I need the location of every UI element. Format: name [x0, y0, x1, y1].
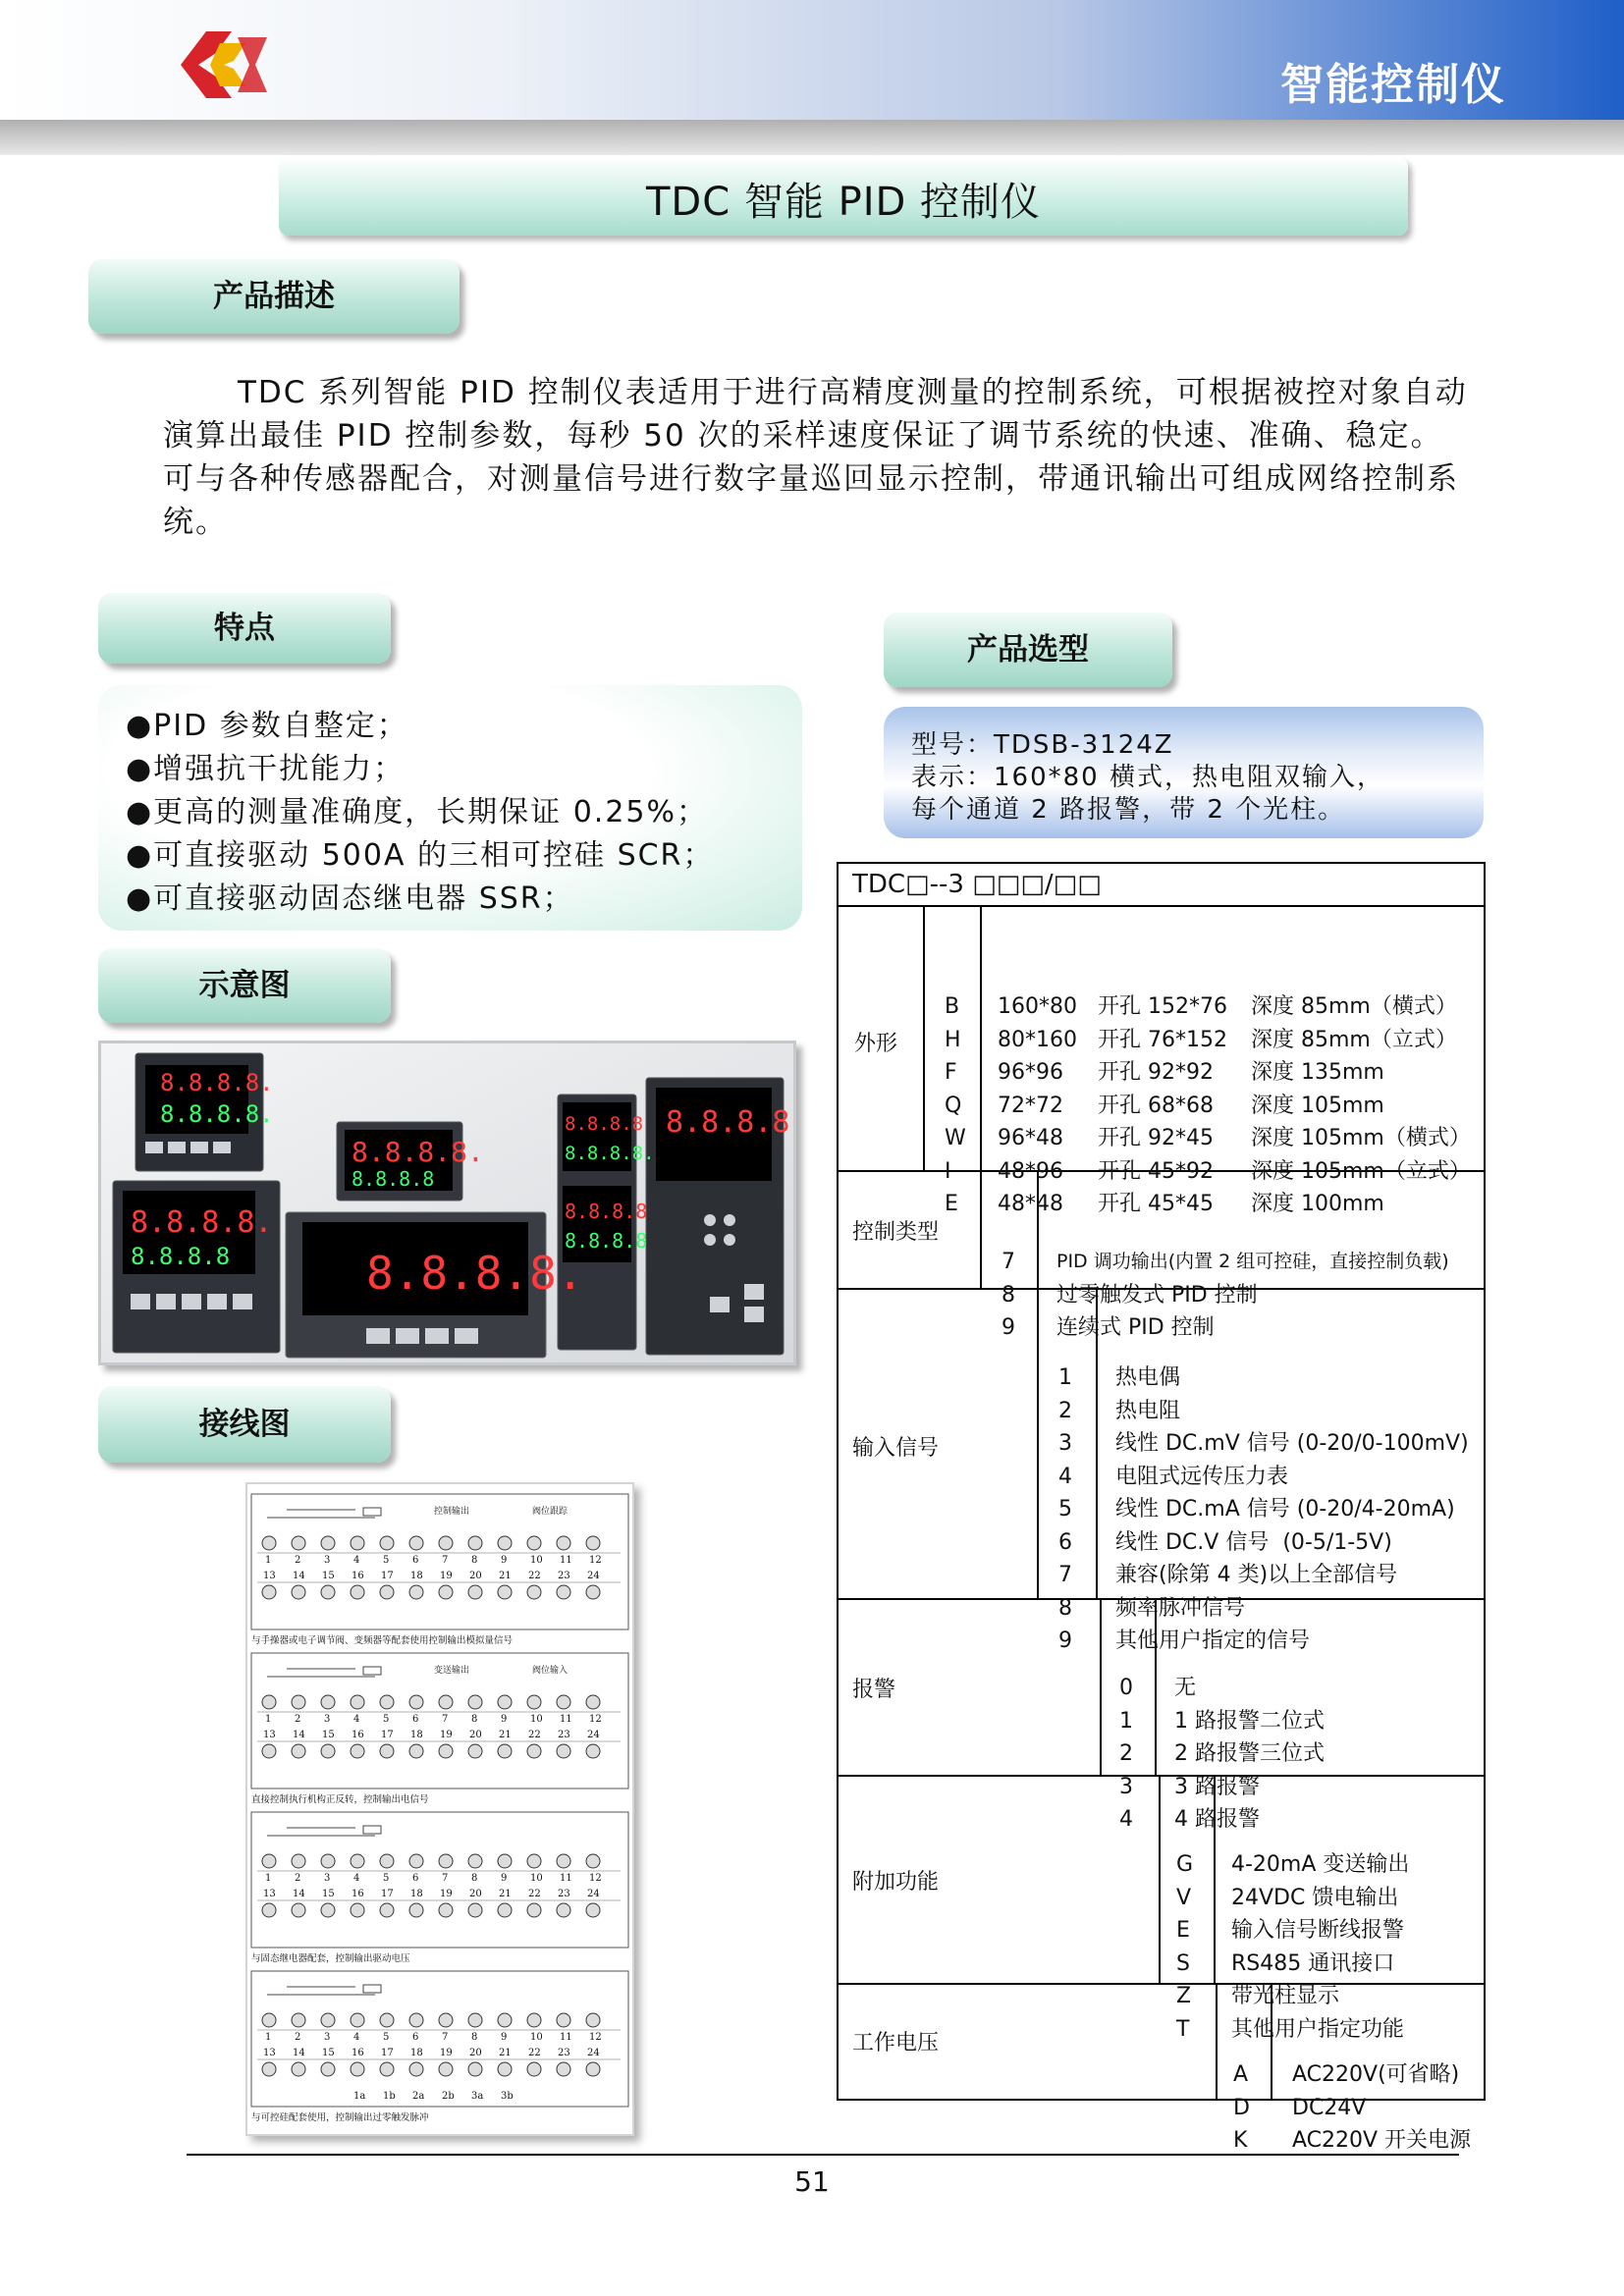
terminal-number: 4 — [353, 1714, 360, 1725]
feature-item: ●增强抗干扰能力； — [126, 752, 406, 786]
terminal-number: 13 — [263, 1571, 276, 1581]
terminal-number: 14 — [293, 2048, 305, 2058]
terminal-screw-icon — [292, 2013, 305, 2027]
terminal-number: 7 — [442, 1873, 449, 1884]
terminal-number: 8 — [471, 1873, 478, 1884]
terminal-screw-icon — [409, 2013, 423, 2027]
terminal-screw-icon — [527, 2013, 541, 2027]
terminal-number: 3 — [324, 2032, 331, 2043]
terminal-screw-icon — [380, 1695, 394, 1709]
terminal-screw-icon — [498, 1744, 512, 1758]
terminal-screw-icon — [380, 1744, 394, 1758]
terminal-number: 20 — [469, 1730, 482, 1740]
terminal-screw-icon — [409, 1695, 423, 1709]
product-photo — [98, 1041, 796, 1365]
terminal-screw-icon — [351, 1854, 364, 1868]
terminal-number: 3 — [324, 1873, 331, 1884]
terminal-number: 13 — [263, 1889, 276, 1899]
wiring-caption: 与手操器或电子调节阀、变频器等配套使用控制输出模拟量信号 — [251, 1635, 514, 1646]
display-digits: 8.8.8.8. — [160, 1100, 274, 1128]
terminal-screw-icon — [557, 2062, 570, 2076]
terminal-screw-icon — [468, 1854, 482, 1868]
terminal-screw-icon — [321, 1695, 335, 1709]
voltage-label: 工作电压 — [852, 2031, 940, 2056]
display-digits: 8.8.8.8 — [565, 1113, 644, 1135]
wiring-block-label: 变送输出 — [434, 1666, 470, 1676]
terminal-screw-icon — [292, 2062, 305, 2076]
terminal-screw-icon — [351, 1585, 364, 1599]
terminal-number: 18 — [410, 1889, 423, 1899]
terminal-number: 14 — [293, 1571, 305, 1581]
terminal-number: 9 — [501, 2032, 508, 2043]
terminal-screw-icon — [351, 2013, 364, 2027]
terminal-screw-icon — [409, 1854, 423, 1868]
terminal-number: 5 — [383, 1555, 390, 1566]
terminal-number: 10 — [530, 2032, 543, 2043]
terminal-screw-icon — [586, 1585, 600, 1599]
wiring-block-label: 阀位输入 — [532, 1666, 568, 1676]
wiring-line — [267, 1828, 375, 1836]
terminal-screw-icon — [557, 1695, 570, 1709]
terminal-number: 11 — [560, 1555, 572, 1566]
wiring-block-label: 控制输出 — [434, 1507, 470, 1517]
terminal-number: 18 — [410, 1730, 423, 1740]
display-digits: 8.8.8.8. — [366, 1247, 584, 1300]
company-logo-icon — [177, 27, 271, 102]
wiring-output-label: 3a — [471, 2091, 484, 2102]
terminal-number: 2 — [295, 1873, 301, 1884]
terminal-number: 21 — [499, 1571, 512, 1581]
terminal-screw-icon — [527, 1585, 541, 1599]
terminal-number: 21 — [499, 1730, 512, 1740]
alarm-label: 报警 — [852, 1678, 896, 1702]
terminal-number: 15 — [322, 2048, 335, 2058]
terminal-number: 24 — [587, 2048, 600, 2058]
terminal-number: 8 — [471, 1714, 478, 1725]
terminal-screw-icon — [468, 2013, 482, 2027]
terminal-number: 8 — [471, 1555, 478, 1566]
terminal-number: 15 — [322, 1889, 335, 1899]
terminal-number: 9 — [501, 1714, 508, 1725]
display-digits: 8.8.8.8 — [666, 1105, 790, 1140]
terminal-number: 12 — [589, 2032, 602, 2043]
terminal-screw-icon — [409, 1585, 423, 1599]
terminal-screw-icon — [439, 1585, 453, 1599]
terminal-screw-icon — [321, 2013, 335, 2027]
wiring-line — [267, 1987, 375, 1995]
terminal-number: 18 — [410, 1571, 423, 1581]
terminal-screw-icon — [439, 1744, 453, 1758]
terminal-screw-icon — [380, 1585, 394, 1599]
fuse-icon — [363, 1826, 381, 1834]
terminal-screw-icon — [262, 2013, 276, 2027]
terminal-screw-icon — [468, 1903, 482, 1917]
alarm-items: 无 1 路报警二位式 2 路报警三位式 3 路报警 4 路报警 — [1174, 1676, 1325, 1832]
header-band — [0, 120, 1624, 155]
terminal-number: 14 — [293, 1889, 305, 1899]
terminal-number: 4 — [353, 1873, 360, 1884]
terminal-number: 20 — [469, 2048, 482, 2058]
terminal-screw-icon — [468, 1744, 482, 1758]
page-number: 51 — [794, 2165, 830, 2198]
feature-item: ●可直接驱动固态继电器 SSR； — [126, 881, 574, 916]
terminal-number: 7 — [442, 2032, 449, 2043]
terminal-screw-icon — [409, 1536, 423, 1550]
terminal-screw-icon — [557, 1744, 570, 1758]
terminal-screw-icon — [557, 1536, 570, 1550]
shape-depths: 深度 85mm（横式） 深度 85mm（立式） 深度 135mm 深度 105mm 深度 105mm（横式） 深度 105mm（立式） 深度 100mm — [1251, 994, 1471, 1216]
terminal-screw-icon — [498, 1585, 512, 1599]
terminal-screw-icon — [498, 1536, 512, 1550]
terminal-screw-icon — [498, 2062, 512, 2076]
control-codes: 7 8 9 — [1001, 1250, 1015, 1340]
fuse-icon — [363, 1667, 381, 1675]
terminal-screw-icon — [380, 1903, 394, 1917]
terminal-number: 12 — [589, 1555, 602, 1566]
terminal-number: 11 — [560, 2032, 572, 2043]
wiring-output-label: 2b — [442, 2091, 455, 2102]
main-title-bar — [279, 157, 1408, 236]
terminal-number: 3 — [324, 1555, 331, 1566]
terminal-screw-icon — [380, 2062, 394, 2076]
terminal-screw-icon — [351, 1744, 364, 1758]
terminal-screw-icon — [262, 1744, 276, 1758]
terminal-screw-icon — [439, 1695, 453, 1709]
terminal-number: 2 — [295, 1714, 301, 1725]
terminal-screw-icon — [321, 1854, 335, 1868]
terminal-number: 1 — [265, 1873, 272, 1884]
selection-meaning-line1: 表示：160*80 横式，热电阻双输入， — [911, 763, 1384, 792]
input-codes: 1 2 3 4 5 6 7 8 9 — [1058, 1365, 1072, 1653]
terminal-screw-icon — [527, 1536, 541, 1550]
section-description-label: 产品描述 — [88, 259, 460, 334]
section-wiring-label: 接线图 — [98, 1386, 391, 1463]
terminal-number: 14 — [293, 1730, 305, 1740]
display-digits: 8.8.8.8. — [565, 1143, 655, 1164]
alarm-codes: 0 1 2 3 4 — [1119, 1676, 1133, 1832]
terminal-number: 10 — [530, 1714, 543, 1725]
terminal-screw-icon — [409, 1744, 423, 1758]
terminal-screw-icon — [557, 1585, 570, 1599]
terminal-number: 13 — [263, 1730, 276, 1740]
terminal-number: 16 — [352, 2048, 364, 2058]
terminal-screw-icon — [586, 1536, 600, 1550]
wiring-diagram — [245, 1482, 634, 2136]
terminal-number: 17 — [381, 1730, 394, 1740]
terminal-screw-icon — [557, 1854, 570, 1868]
terminal-screw-icon — [321, 2062, 335, 2076]
display-digits: 8.8.8.8 — [131, 1243, 231, 1270]
shape-codes: B H F Q W I E — [945, 994, 966, 1216]
terminal-screw-icon — [527, 1695, 541, 1709]
terminal-number: 22 — [528, 1730, 541, 1740]
display-digits: 8.8.8.8 — [352, 1167, 435, 1191]
wiring-output-label: 2a — [412, 2091, 425, 2102]
terminal-number: 1 — [265, 1714, 272, 1725]
section-selection-label: 产品选型 — [884, 613, 1172, 687]
terminal-screw-icon — [262, 1854, 276, 1868]
terminal-screw-icon — [321, 1585, 335, 1599]
terminal-screw-icon — [439, 1854, 453, 1868]
terminal-number: 22 — [528, 1889, 541, 1899]
wiring-caption: 与可控硅配套使用，控制输出过零触发脉冲 — [251, 2112, 429, 2123]
terminal-screw-icon — [262, 2062, 276, 2076]
terminal-number: 20 — [469, 1571, 482, 1581]
terminal-number: 23 — [558, 2048, 570, 2058]
terminal-number: 17 — [381, 1571, 394, 1581]
terminal-screw-icon — [586, 1695, 600, 1709]
terminal-screw-icon — [527, 1903, 541, 1917]
terminal-screw-icon — [262, 1536, 276, 1550]
terminal-number: 12 — [589, 1714, 602, 1725]
terminal-screw-icon — [439, 1903, 453, 1917]
terminal-screw-icon — [292, 1585, 305, 1599]
terminal-screw-icon — [468, 1695, 482, 1709]
terminal-screw-icon — [527, 1744, 541, 1758]
terminal-number: 11 — [560, 1714, 572, 1725]
display-digits: 8.8.8.8 — [565, 1200, 648, 1223]
terminal-screw-icon — [321, 1536, 335, 1550]
terminal-screw-icon — [527, 2062, 541, 2076]
terminal-number: 1 — [265, 2032, 272, 2043]
terminal-screw-icon — [262, 1585, 276, 1599]
shape-sizes: 160*80 80*160 96*96 72*72 96*48 48*96 48*48 — [998, 994, 1077, 1216]
terminal-number: 17 — [381, 1889, 394, 1899]
wiring-output-label: 1a — [353, 2091, 366, 2102]
display-digits: 8.8.8.8. — [160, 1069, 274, 1096]
terminal-number: 19 — [440, 1730, 453, 1740]
terminal-screw-icon — [527, 1854, 541, 1868]
input-label: 输入信号 — [852, 1436, 940, 1461]
terminal-screw-icon — [586, 2013, 600, 2027]
terminal-screw-icon — [409, 2062, 423, 2076]
display-digits: 8.8.8.8. — [352, 1136, 484, 1168]
terminal-number: 6 — [412, 1714, 419, 1725]
features-list — [126, 705, 714, 921]
terminal-screw-icon — [498, 1854, 512, 1868]
terminal-screw-icon — [557, 2013, 570, 2027]
terminal-screw-icon — [321, 1744, 335, 1758]
terminal-number: 2 — [295, 1555, 301, 1566]
terminal-screw-icon — [409, 1903, 423, 1917]
terminal-number: 12 — [589, 1873, 602, 1884]
extra-items: 4-20mA 变送输出 24VDC 馈电输出 输入信号断线报警 RS485 通讯接口 带光柱显示 其他用户指定功能 — [1231, 1852, 1410, 2042]
terminal-screw-icon — [586, 1903, 600, 1917]
terminal-number: 23 — [558, 1889, 570, 1899]
terminal-number: 15 — [322, 1730, 335, 1740]
terminal-number: 16 — [352, 1889, 364, 1899]
terminal-screw-icon — [498, 1695, 512, 1709]
extra-function-label: 附加功能 — [852, 1870, 940, 1895]
terminal-number: 2 — [295, 2032, 301, 2043]
terminal-screw-icon — [292, 1536, 305, 1550]
voltage-items: AC220V(可省略) DC24V AC220V 开关电源 — [1292, 2062, 1472, 2153]
terminal-screw-icon — [321, 1903, 335, 1917]
terminal-number: 17 — [381, 2048, 394, 2058]
terminal-number: 11 — [560, 1873, 572, 1884]
fuse-icon — [363, 1508, 381, 1516]
terminal-screw-icon — [439, 2013, 453, 2027]
terminal-number: 15 — [322, 1571, 335, 1581]
terminal-screw-icon — [380, 1536, 394, 1550]
terminal-screw-icon — [498, 2013, 512, 2027]
terminal-number: 3 — [324, 1714, 331, 1725]
terminal-number: 8 — [471, 2032, 478, 2043]
terminal-number: 22 — [528, 2048, 541, 2058]
terminal-number: 4 — [353, 1555, 360, 1566]
section-features-label: 特点 — [98, 593, 391, 664]
wiring-block-label: 阀位跟踪 — [532, 1507, 568, 1517]
terminal-number: 6 — [412, 2032, 419, 2043]
terminal-screw-icon — [380, 1854, 394, 1868]
terminal-screw-icon — [468, 2062, 482, 2076]
terminal-number: 19 — [440, 2048, 453, 2058]
selection-meaning-line2: 每个通道 2 路报警，带 2 个光柱。 — [911, 795, 1346, 825]
fuse-icon — [363, 1985, 381, 1993]
terminal-screw-icon — [498, 1903, 512, 1917]
terminal-number: 6 — [412, 1555, 419, 1566]
terminal-screw-icon — [262, 1903, 276, 1917]
terminal-number: 9 — [501, 1873, 508, 1884]
wiring-line — [267, 1669, 375, 1677]
terminal-number: 19 — [440, 1889, 453, 1899]
terminal-screw-icon — [557, 1903, 570, 1917]
terminal-screw-icon — [351, 1536, 364, 1550]
terminal-number: 13 — [263, 2048, 276, 2058]
terminal-screw-icon — [439, 1536, 453, 1550]
terminal-screw-icon — [380, 2013, 394, 2027]
terminal-number: 5 — [383, 1873, 390, 1884]
terminal-screw-icon — [351, 1903, 364, 1917]
terminal-number: 21 — [499, 1889, 512, 1899]
code-table-header: TDC□--3 □□□/□□ — [852, 870, 1102, 899]
terminal-number: 21 — [499, 2048, 512, 2058]
terminal-number: 19 — [440, 1571, 453, 1581]
terminal-screw-icon — [292, 1744, 305, 1758]
terminal-number: 10 — [530, 1555, 543, 1566]
main-title: TDC 智能 PID 控制仪 — [645, 180, 1042, 225]
terminal-screw-icon — [586, 1854, 600, 1868]
terminal-screw-icon — [468, 1536, 482, 1550]
terminal-number: 24 — [587, 1730, 600, 1740]
terminal-number: 5 — [383, 2032, 390, 2043]
wiring-output-label: 3b — [501, 2091, 514, 2102]
wiring-caption: 与固态继电器配套，控制输出驱动电压 — [251, 1953, 410, 1964]
control-label: 控制类型 — [852, 1220, 940, 1245]
feature-item: ●PID 参数自整定； — [126, 709, 408, 743]
terminal-screw-icon — [586, 1744, 600, 1758]
terminal-screw-icon — [351, 1695, 364, 1709]
section-diagram-label: 示意图 — [98, 948, 391, 1023]
terminal-number: 10 — [530, 1873, 543, 1884]
terminal-screw-icon — [292, 1695, 305, 1709]
terminal-number: 18 — [410, 2048, 423, 2058]
header-title: 智能控制仪 — [1280, 60, 1506, 110]
footer-rule — [187, 2154, 1459, 2156]
control-items: PID 调功输出(内置 2 组可控硅，直接控制负载) 过零触发式 PID 控制 连续式 PID 控制 — [1056, 1251, 1449, 1340]
terminal-number: 9 — [501, 1555, 508, 1566]
display-digits: 8.8.8.8. — [131, 1205, 273, 1240]
terminal-number: 7 — [442, 1555, 449, 1566]
terminal-number: 20 — [469, 1889, 482, 1899]
wiring-caption: 直接控制执行机构正反转，控制输出电信号 — [251, 1794, 429, 1805]
selection-model: 型号：TDSB-3124Z — [911, 730, 1174, 760]
display-digits: 8.8.8.8 — [565, 1229, 648, 1253]
terminal-number: 16 — [352, 1571, 364, 1581]
terminal-number: 5 — [383, 1714, 390, 1725]
terminal-screw-icon — [262, 1695, 276, 1709]
model-code-table — [837, 862, 1486, 2153]
terminal-screw-icon — [468, 1585, 482, 1599]
terminal-screw-icon — [292, 1903, 305, 1917]
wiring-line — [267, 1510, 375, 1518]
shape-holes: 开孔 152*76 开孔 76*152 开孔 92*92 开孔 68*68 开孔 92*45 开孔 45*92 开孔 45*45 — [1098, 994, 1227, 1216]
shape-label: 外形 — [854, 1032, 898, 1056]
terminal-number: 16 — [352, 1730, 364, 1740]
feature-item: ●更高的测量准确度，长期保证 0.25%； — [126, 795, 709, 829]
terminal-screw-icon — [439, 2062, 453, 2076]
terminal-number: 22 — [528, 1571, 541, 1581]
terminal-screw-icon — [586, 2062, 600, 2076]
terminal-number: 23 — [558, 1730, 570, 1740]
terminal-number: 23 — [558, 1571, 570, 1581]
wiring-output-label: 1b — [383, 2091, 396, 2102]
input-items: 热电偶 热电阻 线性 DC.mV 信号 (0-20/0-100mV) 电阻式远传压力表 线性 DC.mA 信号 (0-20/4-20mA) 线性 DC.V 信号 (0-5/1-5V) 兼容(除第 4 类)以上全部信号 频率脉冲信号 其他用户指定的信号 — [1115, 1365, 1469, 1653]
terminal-number: 24 — [587, 1889, 600, 1899]
terminal-screw-icon — [292, 1854, 305, 1868]
voltage-codes: A D K — [1233, 2062, 1250, 2153]
terminal-number: 4 — [353, 2032, 360, 2043]
terminal-number: 7 — [442, 1714, 449, 1725]
terminal-number: 6 — [412, 1873, 419, 1884]
terminal-number: 1 — [265, 1555, 272, 1566]
extra-codes: G V E S Z T — [1176, 1852, 1194, 2042]
terminal-screw-icon — [351, 2062, 364, 2076]
feature-item: ●可直接驱动 500A 的三相可控硅 SCR； — [126, 838, 715, 873]
terminal-number: 24 — [587, 1571, 600, 1581]
product-description: TDC 系列智能 PID 控制仪表适用于进行高精度测量的控制系统，可根据被控对象自动演算出最佳 PID 控制参数，每秒 50 次的采样速度保证了调节系统的快速、准确、稳定。可与各种传感器配合，对测量信号进行数字量巡回显示控制，带通讯输出可组成网络控制系统。 — [163, 375, 1468, 540]
